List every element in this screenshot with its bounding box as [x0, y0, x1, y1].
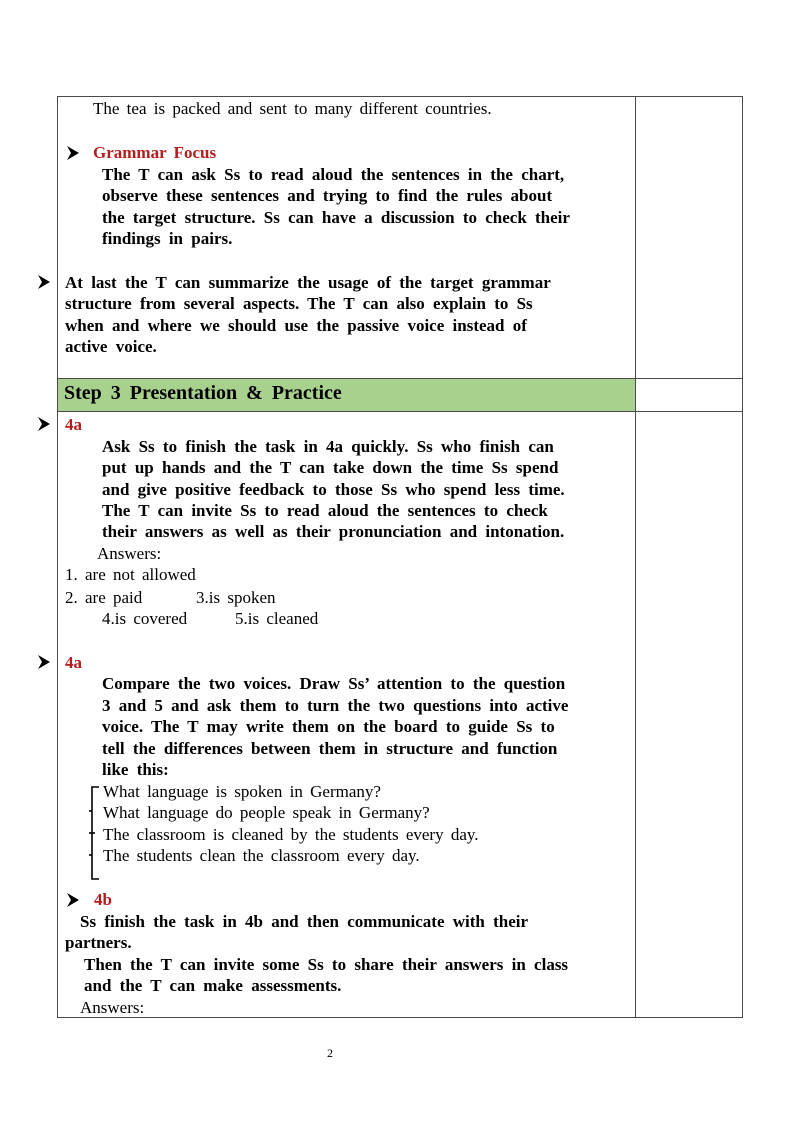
task-4a-heading: 4a: [65, 653, 82, 672]
grammar-focus-line: findings in pairs.: [102, 229, 233, 248]
answer-item: 3.is spoken: [196, 588, 276, 607]
arrow-bullet-icon: [37, 416, 51, 432]
answer-item: 4.is covered: [102, 609, 188, 628]
table-row-divider: [57, 378, 743, 379]
task-4a-heading: 4a: [65, 415, 82, 434]
step-title: Step 3 Presentation & Practice: [64, 382, 342, 404]
tea-sentence: The tea is packed and sent to many different countries.: [93, 99, 492, 118]
compare-line: like this:: [102, 760, 169, 779]
task-4b-line: partners.: [65, 933, 132, 952]
example-sentence: What language is spoken in Germany?: [103, 782, 381, 801]
arrow-bullet-icon: [37, 654, 51, 670]
grammar-focus-heading: Grammar Focus: [93, 143, 217, 162]
example-sentence: What language do people speak in Germany?: [103, 803, 430, 822]
grouping-bracket-icon: [88, 784, 100, 882]
summary-line: At last the T can summarize the usage of the target grammar: [65, 273, 551, 292]
task-4a-line: The T can invite Ss to read aloud the sentences to check: [102, 501, 548, 520]
task-4b-heading: 4b: [94, 890, 112, 909]
compare-line: voice. The T may write them on the board to guide Ss to: [102, 717, 555, 736]
task-4b-line: Then the T can invite some Ss to share their answers in class: [84, 955, 569, 974]
arrow-bullet-icon: [66, 892, 80, 908]
table-column-divider: [635, 96, 636, 1018]
answer-item: 2. are paid: [65, 588, 143, 607]
task-4b-line: Ss finish the task in 4b and then communicate with their: [80, 912, 529, 931]
answers-label: Answers:: [97, 544, 162, 563]
summary-line: active voice.: [65, 337, 157, 356]
task-4a-line: and give positive feedback to those Ss who spend less time.: [102, 480, 565, 499]
grammar-focus-line: the target structure. Ss can have a discussion to check their: [102, 208, 570, 227]
compare-line: tell the differences between them in structure and function: [102, 739, 558, 758]
answer-item: 5.is cleaned: [235, 609, 319, 628]
grammar-focus-line: observe these sentences and trying to find the rules about: [102, 186, 553, 205]
task-4a-line: their answers as well as their pronunciation and intonation.: [102, 522, 565, 541]
arrow-bullet-icon: [37, 274, 51, 290]
task-4a-line: Ask Ss to finish the task in 4a quickly. Ss who finish can: [102, 437, 554, 456]
summary-line: when and where we should use the passive voice instead of: [65, 316, 527, 335]
example-sentence: The classroom is cleaned by the students every day.: [103, 825, 479, 844]
example-sentence: The students clean the classroom every day.: [103, 846, 420, 865]
table-row-divider: [57, 411, 743, 412]
compare-line: 3 and 5 and ask them to turn the two questions into active: [102, 696, 569, 715]
task-4a-line: put up hands and the T can take down the time Ss spend: [102, 458, 559, 477]
grammar-focus-line: The T can ask Ss to read aloud the sentences in the chart,: [102, 165, 565, 184]
compare-line: Compare the two voices. Draw Ss’ attention to the question: [102, 674, 566, 693]
summary-line: structure from several aspects. The T can also explain to Ss: [65, 294, 533, 313]
answers-label: Answers:: [80, 998, 145, 1017]
arrow-bullet-icon: [66, 145, 80, 161]
page-number: 2: [327, 1046, 333, 1060]
answer-item: 1. are not allowed: [65, 565, 196, 584]
task-4b-line: and the T can make assessments.: [84, 976, 342, 995]
